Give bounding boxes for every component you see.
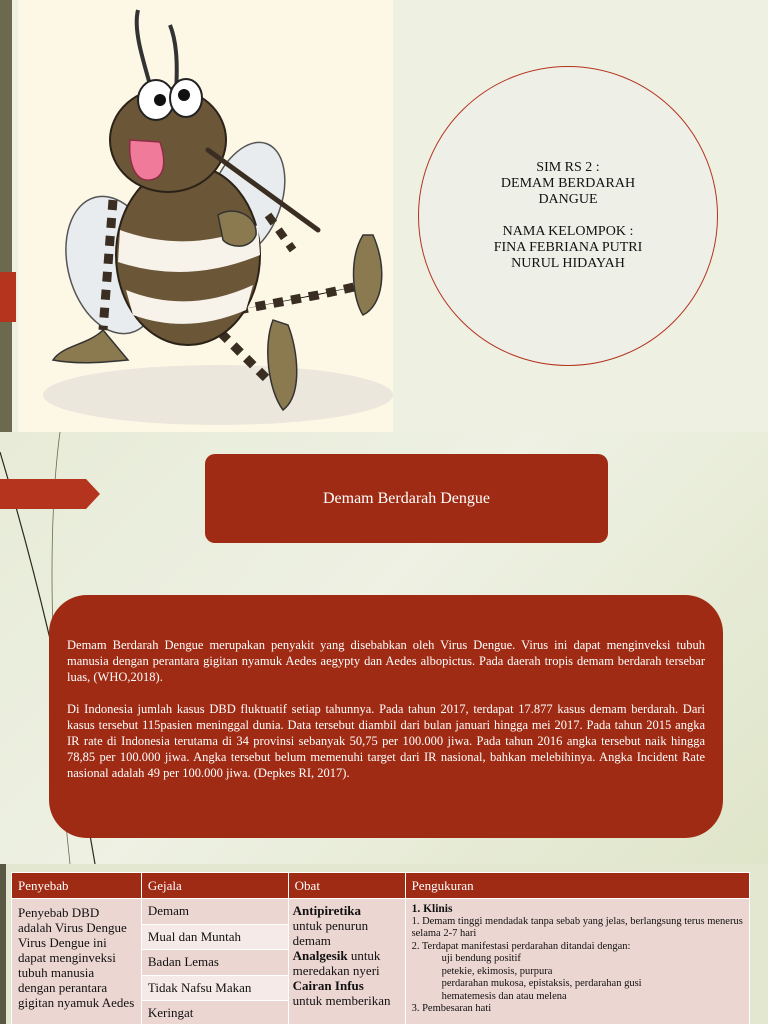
description-box xyxy=(49,595,723,838)
summary-table xyxy=(11,872,750,1024)
header-obat: Obat xyxy=(288,873,405,899)
circle-title-line-2: DEMAM BERDARAH xyxy=(500,176,636,191)
symptom-item: Mual dan Muntah xyxy=(142,925,288,951)
accent-tab xyxy=(0,272,16,322)
drug-cell xyxy=(288,899,405,1024)
circle-member-1: FINA FEBRIANA PUTRI xyxy=(493,240,643,255)
table-row xyxy=(12,899,750,1024)
table-header-row xyxy=(12,873,750,899)
symptom-item: Demam xyxy=(142,899,288,925)
cause-cell: Penyebab DBD adalah Virus Dengue Virus Dengue ini dapat menginveksi tubuh manusia dengan perantara gigitan nyamuk Aedes xyxy=(12,899,142,1024)
left-edge xyxy=(0,864,6,1024)
slide-heading-box xyxy=(205,454,608,543)
circle-member-2: NURUL HIDAYAH xyxy=(511,256,625,271)
measure-line: 3. Pembesaran hati xyxy=(411,1003,492,1014)
circle-title-line-1: SIM RS 2 : xyxy=(536,160,600,175)
drug-name: Analgesik xyxy=(292,948,348,963)
measure-line: uji bendung positif xyxy=(441,953,521,964)
slide-table xyxy=(0,864,768,1024)
measure-line: 2. Terdapat manifestasi perdarahan ditandai dengan: xyxy=(411,940,631,952)
measure-heading: 1. Klinis xyxy=(411,903,453,915)
arrow-tab xyxy=(0,479,100,509)
drug-desc: untuk penurun demam xyxy=(292,918,369,948)
symptom-item: Keringat xyxy=(142,1001,288,1024)
measure-line: hematemesis dan atau melena xyxy=(441,990,567,1002)
description-paragraph-2: Di Indonesia jumlah kasus DBD fluktuatif setiap tahunnya. Pada tahun 2017, terdapat 17.877 kasus demam berdarah. Dari kasus tersebut 115pasien meninggal dunia. Data tersebut diambil dari bulan januari hingga mei 2017. Pada tahun 2015 angka IR rate di Indonesia terutama di 34 provinsi sebanyak 50,75 per 100.000 jiwa. Pada tahun 2016 angka tersebut naik hingga 78,85 per 100.000 jiwa. Angka tersebut belum memenuhi target dari IR nasional, bahkan melebihinya. Angka Incident Rate nasional adalah 49 per 100.000 jiwa. (Depkes RI, 2017). xyxy=(67,702,705,780)
measure-line: perdarahan mukosa, epistaksis, perdarahan gusi xyxy=(441,978,642,989)
symptom-item: Tidak Nafsu Makan xyxy=(142,976,288,1002)
circle-group-label: NAMA KELOMPOK : xyxy=(502,224,634,239)
drug-name: Cairan Infus xyxy=(292,978,364,993)
symptom-item: Badan Lemas xyxy=(142,950,288,976)
drug-desc: untuk meredakan nyeri xyxy=(292,948,381,978)
header-pengukuran: Pengukuran xyxy=(405,873,749,899)
slide-heading: Demam Berdarah Dengue xyxy=(322,489,491,507)
title-circle xyxy=(418,66,718,366)
mosquito-cartoon xyxy=(18,0,393,432)
slide-introduction xyxy=(0,432,768,864)
header-gejala: Gejala xyxy=(141,873,288,899)
description-paragraph-1: Demam Berdarah Dengue merupakan penyakit yang disebabkan oleh Virus Dengue. Virus ini dapat menginveksi tubuh manusia dengan perantara gigitan nyamuk Aedes aegypty dan Aedes albopictus. Pada daerah tropis demam berdarah tersebar luas, (WHO,2018). xyxy=(67,638,705,684)
left-stripe xyxy=(0,0,12,432)
header-penyebab: Penyebab xyxy=(12,873,142,899)
symptoms-cell xyxy=(141,899,288,1024)
drug-desc: untuk memberikan xyxy=(292,993,391,1008)
measurement-cell xyxy=(405,899,749,1024)
slide-title xyxy=(0,0,768,432)
circle-title-line-3: DANGUE xyxy=(538,192,598,207)
drug-name: Antipiretika xyxy=(292,903,362,918)
measure-line: 1. Demam tinggi mendadak tanpa sebab yang jelas, berlangsung terus menerus selama 2-7 hari xyxy=(411,915,743,939)
measure-line: petekie, ekimosis, purpura xyxy=(441,965,553,977)
